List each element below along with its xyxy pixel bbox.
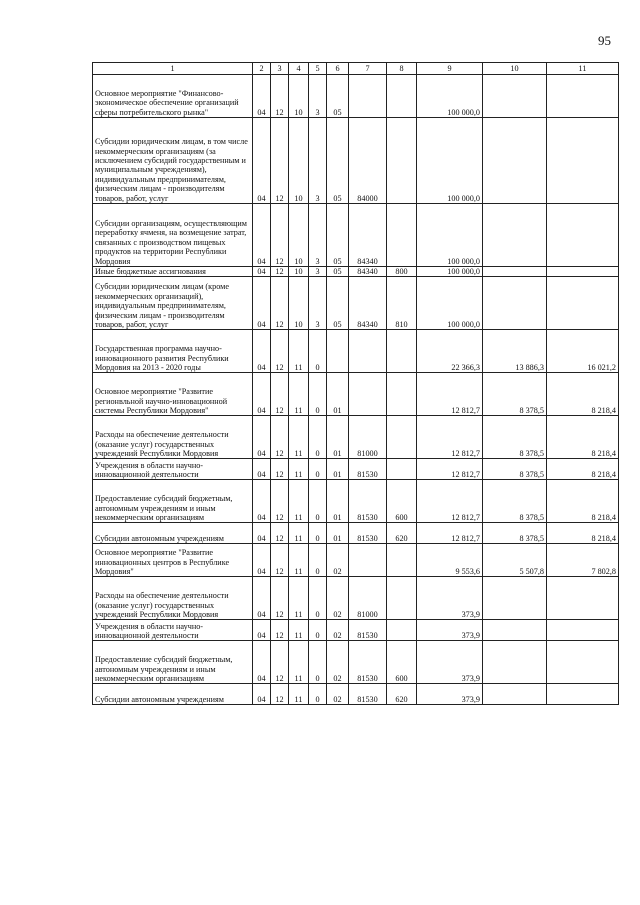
code-subprogram: 3 xyxy=(309,75,327,118)
code-section: 12 xyxy=(271,480,289,523)
code-ministry: 04 xyxy=(253,544,271,577)
page-number: 95 xyxy=(598,33,611,48)
column-header: 11 xyxy=(547,63,619,75)
code-subprogram: 3 xyxy=(309,118,327,204)
code-ministry: 04 xyxy=(253,577,271,620)
code-event: 05 xyxy=(327,204,349,267)
amount-col10: 8 378,5 xyxy=(483,480,547,523)
code-program: 11 xyxy=(289,459,309,480)
row-description: Основное мероприятие "Развитие регионвльной научно-инновационной системы Республики Мордовия" xyxy=(93,373,253,416)
code-program: 11 xyxy=(289,373,309,416)
code-subprogram: 0 xyxy=(309,544,327,577)
amount-col10 xyxy=(483,204,547,267)
code-section: 12 xyxy=(271,373,289,416)
code-event xyxy=(327,330,349,373)
code-event: 05 xyxy=(327,277,349,330)
table-row xyxy=(93,459,619,480)
code-direction: 84000 xyxy=(349,118,387,204)
code-event: 01 xyxy=(327,459,349,480)
row-description: Субсидии автономным учреждениям xyxy=(93,684,253,705)
code-ministry: 04 xyxy=(253,620,271,641)
code-program: 11 xyxy=(289,684,309,705)
amount-col10 xyxy=(483,267,547,277)
code-expense-type: 620 xyxy=(387,684,417,705)
code-event: 05 xyxy=(327,118,349,204)
code-direction: 81000 xyxy=(349,416,387,459)
row-description: Субсидии юридическим лицам (кроме некоммерческих организаций), индивидуальным предпринимателям, физическим лицам - производителям товаров, работ, услуг xyxy=(93,277,253,330)
amount-col11 xyxy=(547,204,619,267)
code-program: 10 xyxy=(289,75,309,118)
row-description: Учреждения в области научно-инновационной деятельности xyxy=(93,620,253,641)
code-subprogram: 0 xyxy=(309,416,327,459)
code-direction: 81530 xyxy=(349,459,387,480)
amount-col11 xyxy=(547,277,619,330)
code-direction: 81530 xyxy=(349,523,387,544)
amount-col11: 8 218,4 xyxy=(547,373,619,416)
table-header-row xyxy=(93,63,619,75)
code-direction: 81530 xyxy=(349,620,387,641)
code-program: 11 xyxy=(289,480,309,523)
code-expense-type xyxy=(387,204,417,267)
code-direction: 81530 xyxy=(349,684,387,705)
code-program: 10 xyxy=(289,267,309,277)
table-row xyxy=(93,480,619,523)
code-expense-type xyxy=(387,459,417,480)
code-subprogram: 0 xyxy=(309,641,327,684)
code-program: 11 xyxy=(289,620,309,641)
amount-col10 xyxy=(483,277,547,330)
code-program: 11 xyxy=(289,544,309,577)
code-expense-type: 620 xyxy=(387,523,417,544)
amount-col9: 12 812,7 xyxy=(417,480,483,523)
code-section: 12 xyxy=(271,75,289,118)
table-row xyxy=(93,620,619,641)
amount-col9: 12 812,7 xyxy=(417,416,483,459)
amount-col9: 12 812,7 xyxy=(417,459,483,480)
amount-col9: 100 000,0 xyxy=(417,118,483,204)
code-section: 12 xyxy=(271,416,289,459)
code-ministry: 04 xyxy=(253,684,271,705)
code-direction xyxy=(349,330,387,373)
row-description: Предоставление субсидий бюджетным, автономным учреждениям и иным некоммерческим организациям xyxy=(93,641,253,684)
table-row xyxy=(93,544,619,577)
row-description: Субсидии автономным учреждениям xyxy=(93,523,253,544)
row-description: Субсидии организациям, осуществляющим переработку ячменя, на возмещение затрат, связанных с производством пищевых продуктов на территории Республики Мордовия xyxy=(93,204,253,267)
code-direction: 84340 xyxy=(349,204,387,267)
code-subprogram: 0 xyxy=(309,330,327,373)
amount-col11: 8 218,4 xyxy=(547,480,619,523)
amount-col9: 9 553,6 xyxy=(417,544,483,577)
code-expense-type xyxy=(387,118,417,204)
row-description: Иные бюджетные ассигнования xyxy=(93,267,253,277)
amount-col9: 12 812,7 xyxy=(417,373,483,416)
code-subprogram: 0 xyxy=(309,480,327,523)
amount-col9: 373,9 xyxy=(417,684,483,705)
row-description: Государственная программа научно-инновационного развития Республики Мордовия на 2013 - 2020 годы xyxy=(93,330,253,373)
code-ministry: 04 xyxy=(253,641,271,684)
code-subprogram: 3 xyxy=(309,277,327,330)
amount-col9: 373,9 xyxy=(417,577,483,620)
budget-table xyxy=(92,62,619,705)
code-program: 11 xyxy=(289,330,309,373)
code-expense-type xyxy=(387,416,417,459)
row-description: Субсидии юридическим лицам, в том числе некоммерческим организациям (за исключением субсидий государственным и муниципальным учреждениям), индивидуальным предпринимателям, физическим лицам - производителям товаров, работ, услуг xyxy=(93,118,253,204)
code-ministry: 04 xyxy=(253,330,271,373)
code-event: 02 xyxy=(327,684,349,705)
amount-col10 xyxy=(483,118,547,204)
code-ministry: 04 xyxy=(253,373,271,416)
code-event: 01 xyxy=(327,523,349,544)
code-section: 12 xyxy=(271,577,289,620)
code-subprogram: 0 xyxy=(309,459,327,480)
amount-col11: 8 218,4 xyxy=(547,523,619,544)
table-row xyxy=(93,523,619,544)
code-section: 12 xyxy=(271,267,289,277)
column-header: 3 xyxy=(271,63,289,75)
table-row xyxy=(93,641,619,684)
amount-col10: 8 378,5 xyxy=(483,373,547,416)
amount-col11: 16 021,2 xyxy=(547,330,619,373)
row-description: Основное мероприятие "Финансово-экономическое обеспечение организаций сферы потребительского рынка" xyxy=(93,75,253,118)
code-expense-type: 600 xyxy=(387,480,417,523)
code-expense-type xyxy=(387,620,417,641)
code-expense-type xyxy=(387,544,417,577)
amount-col9: 100 000,0 xyxy=(417,204,483,267)
code-ministry: 04 xyxy=(253,118,271,204)
table-row xyxy=(93,684,619,705)
amount-col9: 100 000,0 xyxy=(417,75,483,118)
amount-col10 xyxy=(483,620,547,641)
code-section: 12 xyxy=(271,641,289,684)
code-expense-type xyxy=(387,577,417,620)
amount-col11 xyxy=(547,118,619,204)
row-description: Основное мероприятие "Развитие инновационных центров в Республике Мордовия" xyxy=(93,544,253,577)
table-row xyxy=(93,75,619,118)
code-section: 12 xyxy=(271,118,289,204)
code-event: 02 xyxy=(327,577,349,620)
code-section: 12 xyxy=(271,544,289,577)
amount-col10 xyxy=(483,684,547,705)
code-subprogram: 0 xyxy=(309,523,327,544)
amount-col9: 100 000,0 xyxy=(417,267,483,277)
amount-col11 xyxy=(547,641,619,684)
table-row xyxy=(93,118,619,204)
code-event: 02 xyxy=(327,544,349,577)
amount-col10 xyxy=(483,641,547,684)
column-header: 5 xyxy=(309,63,327,75)
code-event: 02 xyxy=(327,620,349,641)
code-expense-type: 800 xyxy=(387,267,417,277)
amount-col11: 8 218,4 xyxy=(547,459,619,480)
code-event: 01 xyxy=(327,480,349,523)
amount-col9: 373,9 xyxy=(417,620,483,641)
amount-col10 xyxy=(483,75,547,118)
code-program: 11 xyxy=(289,641,309,684)
table-row xyxy=(93,373,619,416)
code-section: 12 xyxy=(271,684,289,705)
code-section: 12 xyxy=(271,277,289,330)
column-header: 1 xyxy=(93,63,253,75)
amount-col11: 8 218,4 xyxy=(547,416,619,459)
table-row xyxy=(93,267,619,277)
amount-col10: 5 507,8 xyxy=(483,544,547,577)
amount-col10: 8 378,5 xyxy=(483,523,547,544)
code-ministry: 04 xyxy=(253,204,271,267)
code-event: 05 xyxy=(327,267,349,277)
amount-col10 xyxy=(483,577,547,620)
column-header: 10 xyxy=(483,63,547,75)
code-ministry: 04 xyxy=(253,459,271,480)
code-subprogram: 3 xyxy=(309,204,327,267)
code-event: 01 xyxy=(327,373,349,416)
amount-col9: 12 812,7 xyxy=(417,523,483,544)
code-program: 11 xyxy=(289,577,309,620)
code-ministry: 04 xyxy=(253,277,271,330)
code-direction xyxy=(349,544,387,577)
amount-col11 xyxy=(547,577,619,620)
amount-col11 xyxy=(547,75,619,118)
amount-col10: 8 378,5 xyxy=(483,416,547,459)
column-header: 8 xyxy=(387,63,417,75)
code-subprogram: 0 xyxy=(309,373,327,416)
code-expense-type: 600 xyxy=(387,641,417,684)
amount-col9: 100 000,0 xyxy=(417,277,483,330)
code-expense-type xyxy=(387,75,417,118)
code-ministry: 04 xyxy=(253,523,271,544)
column-header: 6 xyxy=(327,63,349,75)
code-program: 10 xyxy=(289,277,309,330)
code-expense-type: 810 xyxy=(387,277,417,330)
code-direction: 84340 xyxy=(349,267,387,277)
code-event: 02 xyxy=(327,641,349,684)
column-header: 9 xyxy=(417,63,483,75)
code-direction xyxy=(349,373,387,416)
code-direction: 81530 xyxy=(349,480,387,523)
amount-col11: 7 802,8 xyxy=(547,544,619,577)
code-ministry: 04 xyxy=(253,416,271,459)
amount-col11 xyxy=(547,620,619,641)
table-body xyxy=(93,75,619,705)
code-event: 05 xyxy=(327,75,349,118)
code-expense-type xyxy=(387,330,417,373)
code-section: 12 xyxy=(271,620,289,641)
code-direction: 81530 xyxy=(349,641,387,684)
amount-col11 xyxy=(547,684,619,705)
row-description: Учреждения в области научно-инновационной деятельности xyxy=(93,459,253,480)
code-section: 12 xyxy=(271,459,289,480)
amount-col11 xyxy=(547,267,619,277)
code-direction: 81000 xyxy=(349,577,387,620)
table-row xyxy=(93,577,619,620)
table-row xyxy=(93,204,619,267)
code-ministry: 04 xyxy=(253,267,271,277)
code-section: 12 xyxy=(271,330,289,373)
amount-col9: 373,9 xyxy=(417,641,483,684)
column-header: 7 xyxy=(349,63,387,75)
row-description: Предоставление субсидий бюджетным, автономным учреждениям и иным некоммерческим организациям xyxy=(93,480,253,523)
code-subprogram: 3 xyxy=(309,267,327,277)
table-row xyxy=(93,277,619,330)
column-header: 4 xyxy=(289,63,309,75)
table-row xyxy=(93,416,619,459)
code-section: 12 xyxy=(271,204,289,267)
amount-col10: 8 378,5 xyxy=(483,459,547,480)
code-direction: 84340 xyxy=(349,277,387,330)
code-expense-type xyxy=(387,373,417,416)
code-ministry: 04 xyxy=(253,480,271,523)
code-event: 01 xyxy=(327,416,349,459)
code-program: 10 xyxy=(289,204,309,267)
code-program: 11 xyxy=(289,416,309,459)
code-direction xyxy=(349,75,387,118)
row-description: Расходы на обеспечение деятельности (оказание услуг) государственных учреждений Республики Мордовия xyxy=(93,577,253,620)
code-subprogram: 0 xyxy=(309,620,327,641)
amount-col9: 22 366,3 xyxy=(417,330,483,373)
code-program: 10 xyxy=(289,118,309,204)
code-section: 12 xyxy=(271,523,289,544)
code-subprogram: 0 xyxy=(309,684,327,705)
code-subprogram: 0 xyxy=(309,577,327,620)
row-description: Расходы на обеспечение деятельности (оказание услуг) государственных учреждений Республики Мордовия xyxy=(93,416,253,459)
code-ministry: 04 xyxy=(253,75,271,118)
amount-col10: 13 886,3 xyxy=(483,330,547,373)
code-program: 11 xyxy=(289,523,309,544)
column-header: 2 xyxy=(253,63,271,75)
table-row xyxy=(93,330,619,373)
